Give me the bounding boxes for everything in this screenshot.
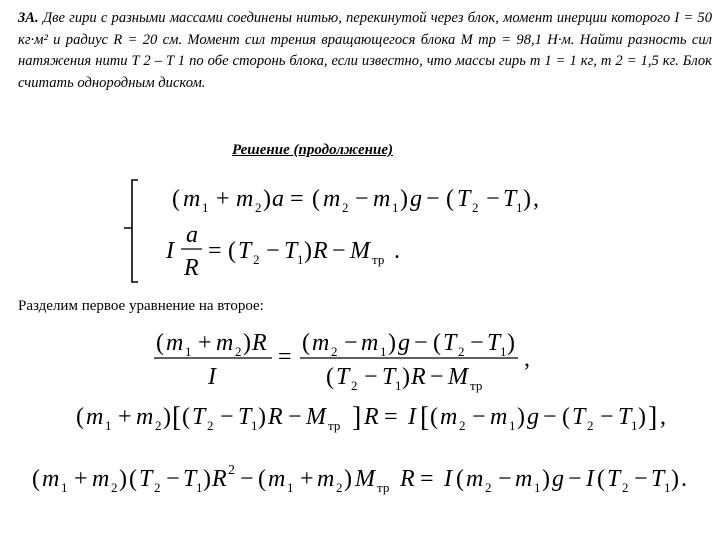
svg-text:(: ( (182, 404, 190, 430)
svg-text:−: − (240, 466, 254, 492)
svg-text:R: R (411, 364, 426, 390)
svg-text:T: T (238, 404, 252, 430)
svg-text:−: − (266, 238, 280, 264)
svg-text:(: ( (326, 364, 334, 390)
svg-text:T: T (192, 404, 206, 430)
svg-text:1: 1 (392, 200, 399, 215)
svg-text:=: = (290, 186, 304, 212)
system-brace (124, 180, 138, 282)
svg-text:m: m (268, 466, 286, 492)
system-equation-2 (165, 222, 400, 281)
svg-text:1: 1 (534, 480, 541, 495)
svg-text:,: , (660, 404, 666, 430)
svg-text:g: g (527, 404, 539, 430)
svg-text:1: 1 (251, 418, 258, 433)
svg-text:): ) (203, 466, 211, 492)
svg-text:1: 1 (61, 480, 68, 495)
svg-text:−: − (364, 364, 378, 390)
svg-text:T: T (607, 466, 621, 492)
svg-text:=: = (384, 404, 398, 430)
svg-text:[: [ (172, 402, 182, 433)
svg-text:(: ( (258, 466, 266, 492)
solution-intro: Разделим первое уравнение на второе: (18, 298, 264, 314)
svg-text:−: − (344, 330, 358, 356)
svg-text:=: = (278, 344, 292, 370)
svg-text:): ) (402, 364, 410, 390)
svg-text:T: T (443, 330, 457, 356)
svg-text:T: T (457, 186, 471, 212)
svg-text:T: T (183, 466, 197, 492)
svg-text:R: R (400, 466, 415, 492)
svg-text:−: − (600, 404, 614, 430)
svg-text:(: ( (129, 466, 137, 492)
svg-text:T: T (487, 330, 501, 356)
svg-text:T: T (503, 186, 517, 212)
svg-text:(: ( (430, 404, 438, 430)
svg-text:2: 2 (207, 418, 214, 433)
svg-text:1: 1 (500, 344, 507, 359)
svg-text:1: 1 (631, 418, 638, 433)
svg-text:M: M (355, 466, 375, 492)
svg-text:g: g (552, 466, 564, 492)
svg-text:+: + (216, 186, 230, 212)
svg-text:2: 2 (485, 480, 492, 495)
svg-text:−: − (634, 466, 648, 492)
svg-text:): ) (517, 404, 525, 430)
svg-text:+: + (198, 330, 212, 356)
svg-text:1: 1 (287, 480, 294, 495)
svg-text:g: g (410, 186, 422, 212)
svg-text:тр: тр (372, 252, 385, 267)
svg-text:−: − (355, 186, 369, 212)
svg-text:): ) (258, 404, 266, 430)
svg-text:m: m (86, 404, 104, 430)
problem-number: 3А. (18, 10, 39, 26)
svg-text:(: ( (156, 330, 164, 356)
svg-text:): ) (638, 404, 646, 430)
svg-text:m: m (42, 466, 60, 492)
svg-text:): ) (542, 466, 550, 492)
svg-text:T: T (284, 238, 298, 264)
svg-text:1: 1 (196, 480, 203, 495)
svg-text:2: 2 (587, 418, 594, 433)
svg-text:m: m (373, 186, 391, 212)
svg-text:1: 1 (105, 418, 112, 433)
svg-text:−: − (166, 466, 180, 492)
svg-text:+: + (118, 404, 132, 430)
svg-text:T: T (238, 238, 252, 264)
svg-text:M: M (448, 364, 468, 390)
svg-text:]: ] (648, 402, 658, 433)
svg-text:): ) (507, 330, 515, 356)
svg-text:1: 1 (509, 418, 516, 433)
svg-text:): ) (344, 466, 352, 492)
svg-text:,: , (533, 186, 539, 212)
svg-text:(: ( (302, 330, 310, 356)
svg-text:): ) (400, 186, 408, 212)
svg-text:R: R (364, 404, 379, 430)
svg-text:тр: тр (470, 378, 483, 393)
svg-text:M: M (350, 238, 370, 264)
svg-text:m: m (312, 330, 330, 356)
problem-text: Две гири с разными массами соединены нитью, перекинутой через блок, момент инерции которого I = 50 кг·м² и радиус R = 20 см. Момент сил трения вращающегося блока M тр = 98,1 Н·м. Найти разность сил натяжения нити T 2 – T 1 по обе сторонь блока, если известно, что массы гирь m 1 = 1 кг, m 2 = 1,5 кг. Блок считать однородным диском. (18, 10, 712, 91)
svg-text:1: 1 (297, 252, 304, 267)
svg-text:m: m (490, 404, 508, 430)
svg-text:R: R (184, 255, 199, 281)
svg-text:1: 1 (516, 200, 523, 215)
svg-text:): ) (263, 186, 271, 212)
svg-text:R: R (252, 330, 267, 356)
svg-text:2: 2 (622, 480, 629, 495)
svg-text:,: , (524, 346, 530, 372)
svg-text:a: a (186, 222, 198, 248)
svg-text:(: ( (32, 466, 40, 492)
svg-text:m: m (317, 466, 335, 492)
final-equation (32, 463, 687, 495)
svg-text:m: m (361, 330, 379, 356)
svg-text:T: T (651, 466, 665, 492)
svg-text:−: − (288, 404, 302, 430)
svg-text:I: I (586, 466, 594, 492)
svg-text:2: 2 (342, 200, 349, 215)
svg-text:I: I (444, 466, 452, 492)
svg-text:2: 2 (331, 344, 338, 359)
svg-text:): ) (523, 186, 531, 212)
svg-text:.: . (681, 466, 687, 492)
svg-text:1: 1 (185, 344, 192, 359)
svg-text:1: 1 (395, 378, 402, 393)
svg-text:m: m (323, 186, 341, 212)
svg-text:m: m (440, 404, 458, 430)
svg-text:2: 2 (154, 480, 161, 495)
svg-text:]: ] (352, 402, 362, 433)
svg-text:R: R (313, 238, 328, 264)
svg-text:): ) (304, 238, 312, 264)
svg-text:−: − (470, 330, 484, 356)
svg-text:2: 2 (111, 480, 118, 495)
svg-text:(: ( (562, 404, 570, 430)
svg-text:T: T (382, 364, 396, 390)
svg-text:2: 2 (351, 378, 358, 393)
svg-text:−: − (543, 404, 557, 430)
svg-text:m: m (166, 330, 184, 356)
svg-text:−: − (568, 466, 582, 492)
svg-text:I: I (208, 364, 216, 390)
svg-text:−: − (220, 404, 234, 430)
svg-text:−: − (332, 238, 346, 264)
svg-text:m: m (183, 186, 201, 212)
svg-text:T: T (572, 404, 586, 430)
svg-text:1: 1 (380, 344, 387, 359)
svg-text:m: m (236, 186, 254, 212)
svg-text:1: 1 (664, 480, 671, 495)
expanded-equation (76, 402, 666, 433)
svg-text:m: m (136, 404, 154, 430)
svg-text:=: = (208, 238, 222, 264)
svg-text:тр: тр (377, 480, 390, 495)
svg-text:2: 2 (472, 200, 479, 215)
svg-text:I: I (166, 238, 174, 264)
svg-text:(: ( (456, 466, 464, 492)
svg-text:−: − (486, 186, 500, 212)
svg-text:T: T (139, 466, 153, 492)
svg-text:+: + (300, 466, 314, 492)
svg-text:): ) (671, 466, 679, 492)
svg-text:.: . (394, 238, 400, 264)
svg-text:(: ( (433, 330, 441, 356)
ratio-equation (154, 330, 530, 393)
svg-text:): ) (163, 404, 171, 430)
svg-text:T: T (336, 364, 350, 390)
svg-text:g: g (398, 330, 410, 356)
svg-text:): ) (243, 330, 251, 356)
svg-text:m: m (92, 466, 110, 492)
svg-text:m: m (216, 330, 234, 356)
svg-text:1: 1 (202, 200, 209, 215)
system-equation-1 (172, 186, 539, 215)
svg-text:(: ( (312, 186, 320, 212)
svg-text:2: 2 (228, 463, 235, 478)
svg-text:(: ( (76, 404, 84, 430)
svg-text:тр: тр (328, 418, 341, 433)
solution-heading: Решение (продолжение) (232, 142, 393, 158)
svg-text:2: 2 (459, 418, 466, 433)
svg-text:T: T (618, 404, 632, 430)
svg-text:=: = (420, 466, 434, 492)
svg-text:−: − (472, 404, 486, 430)
svg-text:2: 2 (458, 344, 465, 359)
svg-text:2: 2 (155, 418, 162, 433)
svg-text:−: − (426, 186, 440, 212)
svg-text:(: ( (597, 466, 605, 492)
svg-text:R: R (212, 466, 227, 492)
svg-text:−: − (498, 466, 512, 492)
eq1-paren-open: ( (172, 186, 180, 212)
svg-text:2: 2 (235, 344, 242, 359)
svg-text:−: − (430, 364, 444, 390)
svg-text:−: − (414, 330, 428, 356)
svg-text:2: 2 (336, 480, 343, 495)
svg-text:I: I (408, 404, 416, 430)
svg-text:(: ( (446, 186, 454, 212)
svg-text:+: + (74, 466, 88, 492)
svg-text:a: a (272, 186, 284, 212)
svg-text:m: m (466, 466, 484, 492)
svg-text:): ) (119, 466, 127, 492)
svg-text:m: m (515, 466, 533, 492)
svg-text:2: 2 (253, 252, 260, 267)
svg-text:R: R (268, 404, 283, 430)
svg-text:[: [ (420, 402, 430, 433)
svg-text:M: M (306, 404, 326, 430)
svg-text:): ) (388, 330, 396, 356)
svg-text:2: 2 (255, 200, 262, 215)
svg-text:(: ( (228, 238, 236, 264)
